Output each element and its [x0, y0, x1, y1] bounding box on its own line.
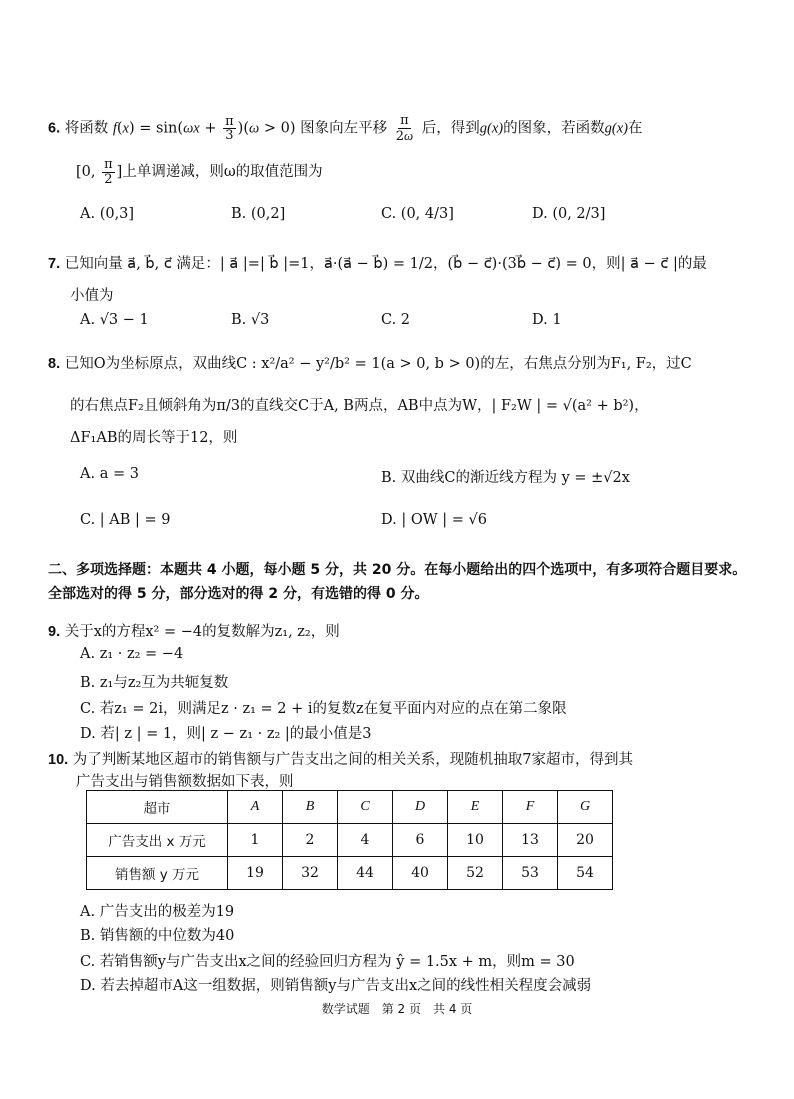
- q9-option-a[interactable]: A. z₁ · z₂ = −4: [80, 646, 184, 662]
- q6-stem-b: 图象向左平移: [300, 120, 388, 137]
- table-cell: 44: [338, 857, 393, 890]
- q10-number: 10.: [48, 752, 69, 768]
- table-row: [87, 791, 613, 824]
- table-cell: 13: [503, 824, 558, 857]
- q6-gx-1: g(x): [479, 120, 504, 137]
- q8-line2: 的右焦点F₂且倾斜角为π/3的直线交C于A, B两点，AB中点为W，| F₂W | = √(a² + b²)，: [70, 398, 649, 414]
- q8-stem-line1: 已知O为坐标原点，双曲线C : x²/a² − y²/b² = 1(a > 0, b > 0)的左，右焦点分别为F₁, F₂，过C: [64, 356, 692, 372]
- q6-stem-d: 的图象，若函数: [503, 120, 605, 137]
- q6-stem-f: 上单调递减，则ω的取值范围为: [122, 164, 323, 181]
- q6-option-b[interactable]: B. (0,2]: [231, 206, 286, 222]
- q8-option-d[interactable]: D. | OW | = √6: [381, 512, 487, 528]
- q7-stem-line1: 已知向量 a⃗, b⃗, c⃗ 满足：| a⃗ |=| b⃗ |=1，a⃗·(a⃗ − b⃗) = 1/2，(b⃗ − c⃗)·(3b⃗ − c⃗) = 0，则| a⃗ − c⃗ |的最: [64, 256, 707, 272]
- q7-number: 7.: [48, 256, 61, 272]
- q6-stem-e: 在: [627, 120, 643, 137]
- table-cell: C: [338, 791, 393, 824]
- table-cell: 销售额 y 万元: [87, 857, 228, 890]
- q8-option-a[interactable]: A. a = 3: [80, 466, 139, 482]
- q10-data-table: [86, 790, 613, 890]
- q9-option-d[interactable]: D. 若| z | = 1，则| z − z₁ · z₂ |的最小值是3: [80, 726, 372, 742]
- table-cell: 40: [393, 857, 448, 890]
- q10-option-b[interactable]: B. 销售额的中位数为40: [80, 928, 235, 944]
- table-cell: 6: [393, 824, 448, 857]
- q6-stem-c: 后，得到: [421, 120, 480, 137]
- table-row: [87, 857, 613, 890]
- table-cell: 19: [228, 857, 283, 890]
- q6-option-d[interactable]: D. (0, 2/3]: [532, 206, 606, 222]
- table-cell: 54: [558, 857, 613, 890]
- table-cell: G: [558, 791, 613, 824]
- q9-number: 9.: [48, 624, 61, 640]
- table-cell: 20: [558, 824, 613, 857]
- table-cell: 10: [448, 824, 503, 857]
- table-cell: F: [503, 791, 558, 824]
- q6-interval: $\frac{\pi}{2}$: [104, 157, 113, 187]
- q7-line2: 小值为: [70, 288, 114, 304]
- q6-pi-over-3: $\frac{\pi}{3}$: [225, 113, 234, 144]
- q7-line1: [48, 252, 707, 273]
- q10-option-d[interactable]: D. 若去掉超市A这一组数据，则销售额y与广告支出x之间的线性相关程度会减弱: [80, 978, 592, 994]
- table-cell: 32: [283, 857, 338, 890]
- q10-line1: [48, 748, 633, 769]
- q8-line3: ΔF₁AB的周长等于12，则: [70, 430, 238, 446]
- section-2-heading: 二、多项选择题：本题共 4 小题，每小题 5 分，共 20 分。在每小题给出的四个选项中，有多项符合题目要求。全部选对的得 5 分，部分选对的得 2 分，有选错的得 0 分。: [48, 562, 747, 602]
- q10-stem-line1: 为了判断某地区超市的销售额与广告支出之间的相关关系，现随机抽取7家超市，得到其: [72, 752, 634, 768]
- q8-option-c[interactable]: C. | AB | = 9: [80, 512, 171, 528]
- q6-number: 6.: [48, 120, 61, 137]
- q6-shift: $\frac{\pi}{2\omega}$: [395, 113, 414, 144]
- q10-option-a[interactable]: A. 广告支出的极差为19: [80, 904, 235, 920]
- q7-option-c[interactable]: C. 2: [381, 312, 411, 328]
- q8-line1: [48, 352, 692, 373]
- q6-option-a[interactable]: A. (0,3]: [80, 206, 135, 222]
- table-cell: 53: [503, 857, 558, 890]
- page-footer: 数学试题 第 2 页 共 4 页: [321, 1002, 473, 1016]
- q9-option-b[interactable]: B. z₁与z₂互为共轭复数: [80, 675, 229, 691]
- q8-number: 8.: [48, 356, 61, 372]
- table-cell: A: [228, 791, 283, 824]
- q6-line1: 6. 将函数 f(x) = sin(ωx + $\frac{\pi}{3}$ )(ω > 0) 图象向左平移 $\frac{\pi}{2\omega}$ 后，得到g(x)的图象，若函数g(x)在: [48, 113, 643, 144]
- table-cell: 52: [448, 857, 503, 890]
- q6-function: f: [112, 120, 117, 137]
- q7-option-d[interactable]: D. 1: [532, 312, 562, 328]
- table-cell: E: [448, 791, 503, 824]
- table-cell: 1: [228, 824, 283, 857]
- table-cell: B: [283, 791, 338, 824]
- q8-option-b[interactable]: B. 双曲线C的渐近线方程为 y = ±√2x: [381, 470, 630, 486]
- q7-option-b[interactable]: B. √3: [231, 312, 270, 328]
- q9-line1: [48, 620, 340, 641]
- table-cell: 4: [338, 824, 393, 857]
- q9-option-c[interactable]: C. 若z₁ = 2i，则满足z · z₁ = 2 + i的复数z在复平面内对应的点在第二象限: [80, 701, 567, 717]
- table-cell: 广告支出 x 万元: [87, 824, 228, 857]
- table-cell: D: [393, 791, 448, 824]
- table-cell: 2: [283, 824, 338, 857]
- q6-option-c[interactable]: C. (0, 4/3]: [381, 206, 454, 222]
- q7-option-a[interactable]: A. √3 − 1: [80, 312, 149, 328]
- q6-gx-2: g(x): [604, 120, 628, 137]
- q6-line2: [0, $\frac{\pi}{2}$ ]上单调递减，则ω的取值范围为: [76, 157, 323, 187]
- q10-line2: 广告支出与销售额数据如下表，则: [76, 774, 294, 790]
- q6-stem-a: 将函数: [64, 120, 109, 137]
- q10-option-c[interactable]: C. 若销售额y与广告支出x之间的经验回归方程为 ŷ = 1.5x + m，则m = 30: [80, 954, 575, 970]
- table-cell: 超市: [87, 791, 228, 824]
- q9-stem: 关于x的方程x² = −4的复数解为z₁, z₂，则: [64, 624, 340, 640]
- table-row: [87, 824, 613, 857]
